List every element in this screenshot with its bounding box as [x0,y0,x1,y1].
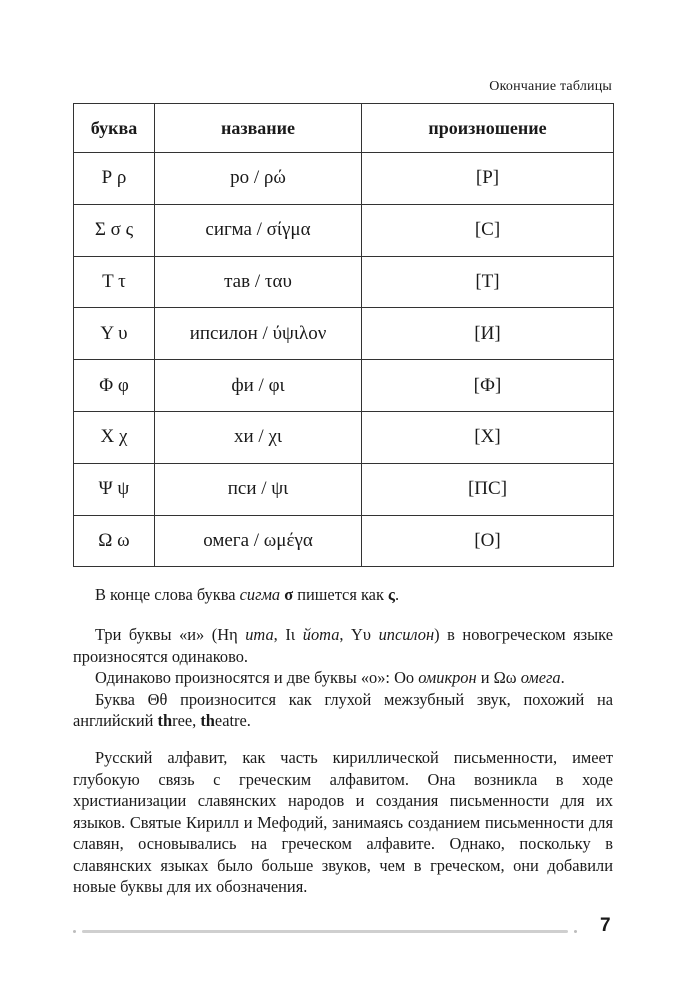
cell-pronunciation: [И] [362,308,614,360]
cell-pronunciation: [ПС] [362,463,614,515]
cell-pronunciation: [Х] [362,411,614,463]
page-number: 7 [600,915,611,936]
cell-name: ро / ρώ [155,153,362,205]
paragraph: В конце слова буква сигма σ пишется как ς. [95,585,400,604]
table-row [74,308,614,360]
cell-letter: Ρ ρ [74,153,155,205]
sigma-note [73,584,613,606]
table-row [74,411,614,463]
table-header-row [74,104,614,153]
footer-dot-left [73,930,76,933]
cell-pronunciation: [Р] [362,153,614,205]
table-row [74,204,614,256]
cell-pronunciation: [Т] [362,256,614,308]
cell-letter: Φ φ [74,360,155,412]
header-name: название [155,104,362,153]
header-pronunciation: произношение [362,104,614,153]
cell-name: пси / ψι [155,463,362,515]
cell-pronunciation: [Ф] [362,360,614,412]
cell-pronunciation: [С] [362,204,614,256]
greek-alphabet-table [73,103,614,567]
paragraph: Буква Θθ произносится как глухой межзубный звук, похожий на английский three, theatre. [73,689,613,730]
cell-letter: Ψ ψ [74,463,155,515]
footer-rule [82,930,568,933]
cell-name: омега / ωμέγα [155,515,362,567]
pronunciation-notes [73,624,613,732]
russian-alphabet-paragraph [73,747,613,898]
cell-letter: Ω ω [74,515,155,567]
cell-name: ипсилон / ύψιλον [155,308,362,360]
paragraph: Одинаково произносятся и две буквы «о»: Οο омикрон и Ωω омега. [95,668,565,687]
paragraph: Русский алфавит, как часть кириллической письменности, имеет глубокую связь с греческим алфавитом. Она возникла в ходе христианизации славянских народов и создания письменности для их языков. Святые Кирилл и Мефодий, занимаясь созданием письменности для славян, основывались на греческом алфавите. Однако, поскольку в славянских языках было больше звуков, чем в греческом, они добавили новые буквы для их обозначения. [73,748,613,896]
cell-name: сигма / σίγμα [155,204,362,256]
paragraph: Три буквы «и» (Ηη ита, Ιι йота, Υυ ипсилон) в новогреческом языке произносятся одинаково. [73,625,613,666]
table-row [74,256,614,308]
table-row [74,463,614,515]
table-continuation-caption: Окончание таблицы [489,79,612,94]
cell-letter: Υ υ [74,308,155,360]
cell-letter: Χ χ [74,411,155,463]
cell-letter: Σ σ ς [74,204,155,256]
cell-name: хи / χι [155,411,362,463]
table-row [74,153,614,205]
cell-name: фи / φι [155,360,362,412]
cell-pronunciation: [О] [362,515,614,567]
cell-letter: Τ τ [74,256,155,308]
cell-name: тав / ταυ [155,256,362,308]
table-row [74,360,614,412]
footer-dot-right [574,930,577,933]
table-row [74,515,614,567]
header-letter: буква [74,104,155,153]
